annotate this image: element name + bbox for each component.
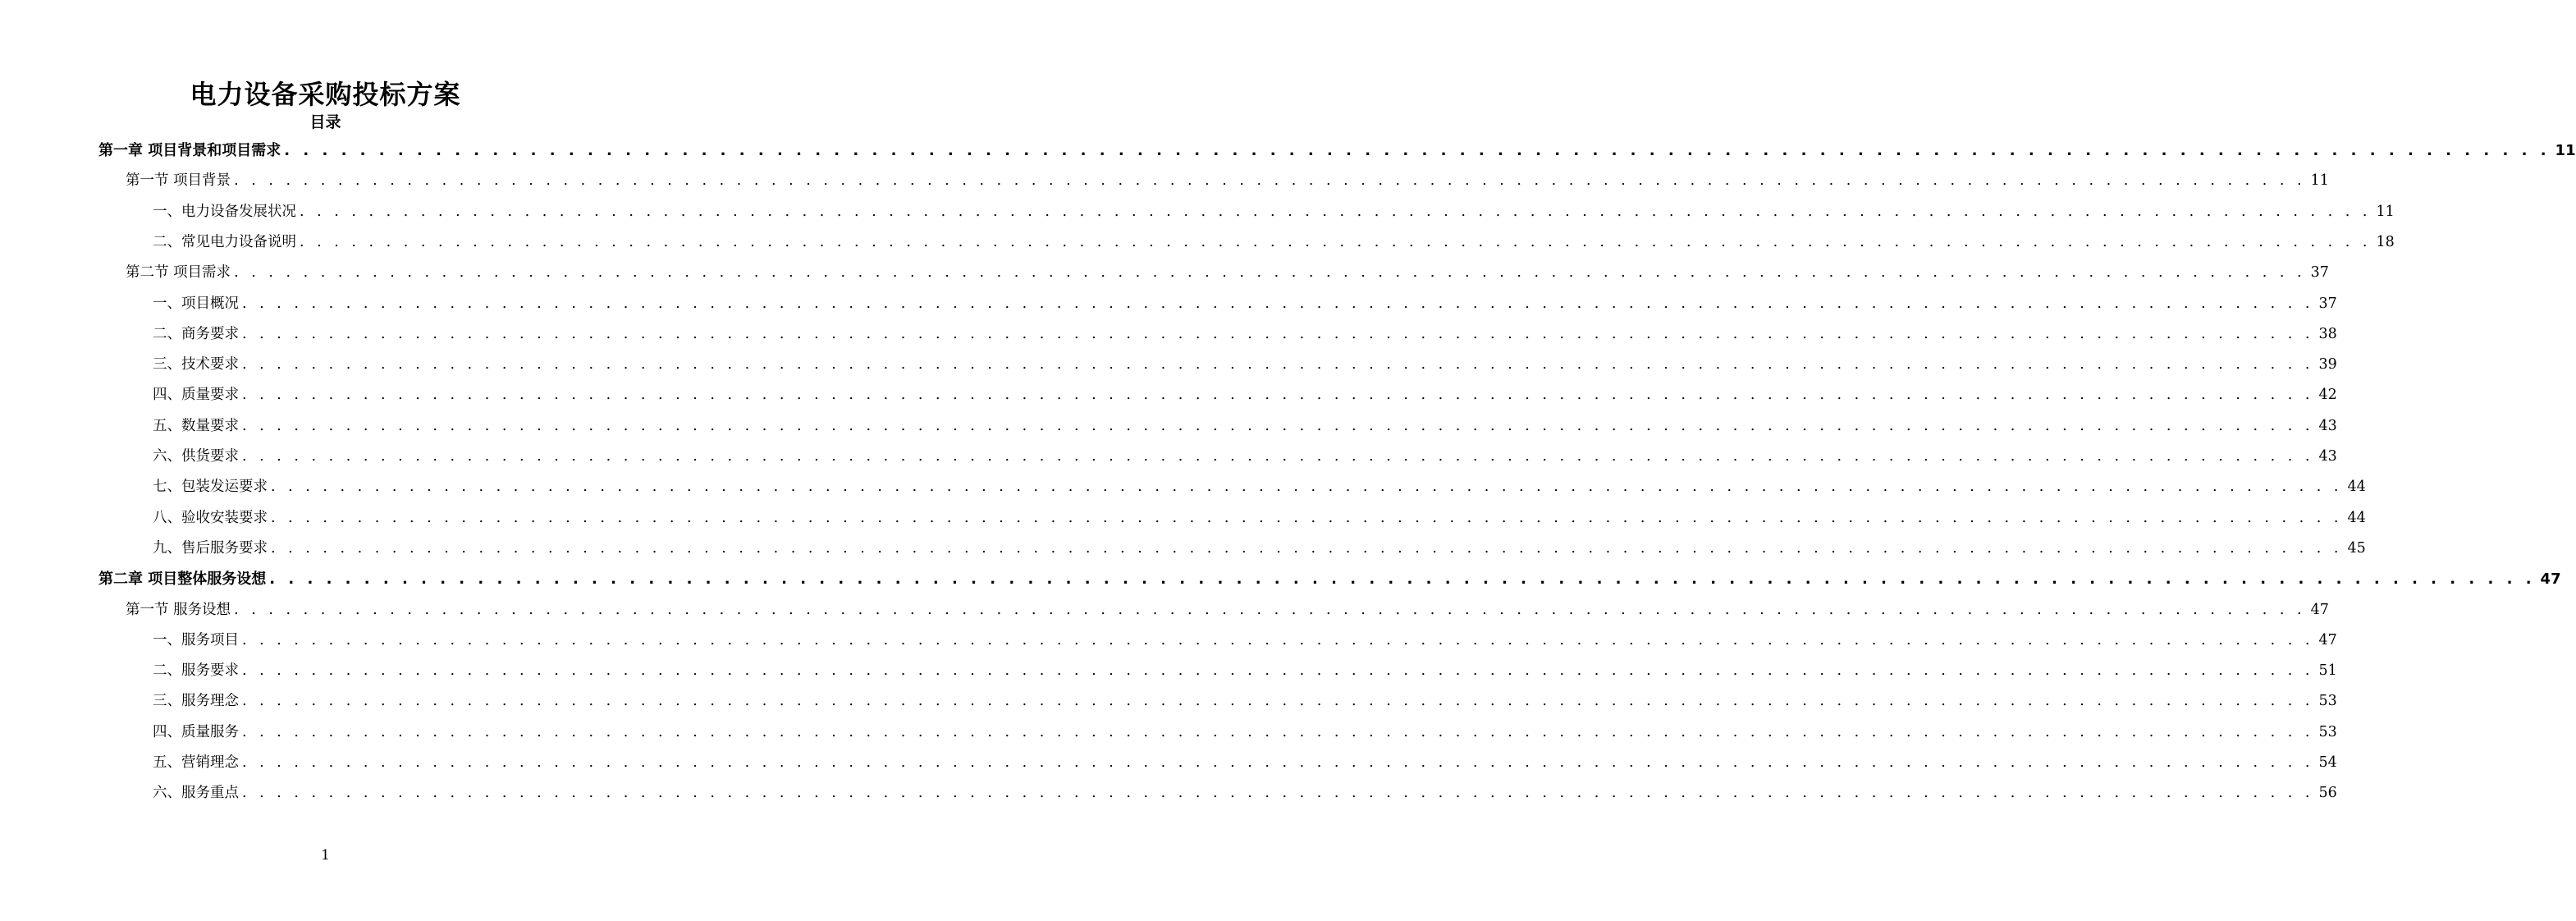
toc-dot-leader: . . . . . . . . . . . . . . . . . . . . . . . . . . . . . . . . . . . . . . . . . . . . . . . . . . . . . . . . . . . . . . . . . . . . . . . . . . . . . . . . . . . . . . . . . . . . . . . . . . . . . . . . . . . . . . . . . . . . . . . . xyxy=(234,601,2306,618)
toc-entry-page: 51 xyxy=(2318,662,2337,680)
toc-dot-leader: . . . . . . . . . . . . . . . . . . . . . . . . . . . . . . . . . . . . . . . . . . . . . . . . . . . . . . . . . . . . . . . . . . . . . . . . . . . . . . . . . . . . . . . . . . . . . . . . . . . . . . . . . . . . . . . . . . . . . . . . xyxy=(242,387,2314,404)
toc-dot-leader: . . . . . . . . . . . . . . . . . . . . . . . . . . . . . . . . . . . . . . . . . . . . . . . . . . . . . . . . . . . . . . . . . . . . . . . . . . . . . . . . . . . . . . . . . . . . . . . . . . . . . . . . . . . . . . . . . . . . . . . . xyxy=(271,539,2343,557)
toc-entry[interactable] xyxy=(153,656,2337,686)
page-number: 1 xyxy=(321,847,330,864)
toc-dot-leader: . . . . . . . . . . . . . . . . . . . . . . . . . . . . . . . . . . . . . . . . . . . . . . . . . . . . . . . . . . . . . . . . . . . . . . . . . . . . . . . . . . . . . . . . . . . . . . . . . . . . . . . . . . . . . . . . . . . . . . . . xyxy=(242,662,2314,680)
toc-entry-label: 三、技术要求 xyxy=(153,356,239,373)
toc-entry-page: 11 xyxy=(2555,142,2576,159)
toc-entry-page: 37 xyxy=(2310,264,2329,282)
document-title: 电力设备采购投标方案 xyxy=(190,79,461,110)
toc-entry[interactable] xyxy=(98,564,2561,594)
toc-entry-page: 53 xyxy=(2318,723,2337,740)
toc-entry-label: 八、验收安装要求 xyxy=(153,509,268,526)
toc-entry[interactable] xyxy=(153,289,2337,319)
toc-entry-label: 第一章 项目背景和项目需求 xyxy=(98,142,281,159)
toc-dot-leader: . . . . . . . . . . . . . . . . . . . . . . . . . . . . . . . . . . . . . . . . . . . . . . . . . . . . . . . . . . . . . . . . . . . . . . . . . . . . . . . . . . . . . . . . . . . . . . . . . . . . . . . . . . . . . . . . . . . . . . . . xyxy=(242,417,2314,434)
toc-entry-label: 一、服务项目 xyxy=(153,631,239,648)
toc-entry[interactable] xyxy=(153,503,2366,534)
toc-entry[interactable] xyxy=(153,227,2395,258)
toc-dot-leader: . . . . . . . . . . . . . . . . . . . . . . . . . . . . . . . . . . . . . . . . . . . . . . . . . . . . . . . . . . . . . . . . . . . . . . . . . . . . . . . . . . . . . . . . . . . . . . . . . . . . . . . . . . . . . . . . . . . . . . . . xyxy=(242,631,2314,648)
toc-dot-leader: . . . . . . . . . . . . . . . . . . . . . . . . . . . . . . . . . . . . . . . . . . . . . . . . . . . . . . . . . . . . . . . . . . . . . . . . . . . . . . . . . . . . . . . . . . . . . . . . . . . . . . . . . . . . . . . . . . . . . . . . xyxy=(242,356,2314,373)
toc-entry[interactable] xyxy=(153,686,2337,717)
toc-entry-page: 38 xyxy=(2318,325,2337,342)
toc-entry-page: 37 xyxy=(2318,295,2337,312)
toc-dot-leader: . . . . . . . . . . . . . . . . . . . . . . . . . . . . . . . . . . . . . . . . . . . . . . . . . . . . . . . . . . . . . . . . . . . . . . . . . . . . . . . . . . . . . . . . . . . . . . . . . . . . . . . . . . . . . . . . . . . . . . . . xyxy=(271,479,2343,496)
toc-entry-page: 45 xyxy=(2347,539,2366,557)
toc-entry-label: 六、服务重点 xyxy=(153,785,239,802)
toc-entry-label: 一、电力设备发展状况 xyxy=(153,203,296,220)
toc-dot-leader: . . . . . . . . . . . . . . . . . . . . . . . . . . . . . . . . . . . . . . . . . . . . . . . . . . . . . . . . . . . . . . . . . . . . . . . . . . . . . . . . . . . . . . . . . . . . . . . . . . . . . . . . . . . . . . . . . . . . . . . . xyxy=(234,172,2306,190)
toc-entry-label: 五、数量要求 xyxy=(153,417,239,434)
toc-entry-page: 43 xyxy=(2318,417,2337,434)
toc-entry[interactable] xyxy=(153,625,2337,656)
toc-entry-page: 54 xyxy=(2318,754,2337,771)
toc-entry-label: 第二节 项目需求 xyxy=(126,264,231,282)
toc-dot-leader: . . . . . . . . . . . . . . . . . . . . . . . . . . . . . . . . . . . . . . . . . . . . . . . . . . . . . . . . . . . . . . . . . . . . . . . . . . . . . . . . . . . . . . . . . . . . . . . . . . . . . . . . . . . . . . . . . . . . . . . . xyxy=(242,754,2314,771)
toc-entry-label: 九、售后服务要求 xyxy=(153,539,268,557)
toc-entry-label: 五、营销理念 xyxy=(153,754,239,771)
toc-dot-leader: . . . . . . . . . . . . . . . . . . . . . . . . . . . . . . . . . . . . . . . . . . . . . . . . . . . . . . . . . . . . . . . . . . . . . . . . . . . . . . . . . . . . . . . . . . . . . . . . . . . . . . . . . . . . . . . . . . . . . . . . xyxy=(300,203,2372,220)
toc-entry[interactable] xyxy=(153,319,2337,350)
toc-dot-leader: . . . . . . . . . . . . . . . . . . . . . . . . . . . . . . . . . . . . . . . . . . . . . . . . . . . . . . . . . . . . . . . . . . . . . . . . . . . . . . . . . . . . . . . . . . . . . . . . . . . . . . . . . . . . . . . . . . . . . . . . xyxy=(284,142,2551,159)
toc-dot-leader: . . . . . . . . . . . . . . . . . . . . . . . . . . . . . . . . . . . . . . . . . . . . . . . . . . . . . . . . . . . . . . . . . . . . . . . . . . . . . . . . . . . . . . . . . . . . . . . . . . . . . . . . . . . . . . . . . . . . . . . . xyxy=(242,448,2314,465)
toc-entry[interactable] xyxy=(153,442,2337,472)
toc-entry-label: 七、包装发运要求 xyxy=(153,479,268,496)
toc-dot-leader: . . . . . . . . . . . . . . . . . . . . . . . . . . . . . . . . . . . . . . . . . . . . . . . . . . . . . . . . . . . . . . . . . . . . . . . . . . . . . . . . . . . . . . . . . . . . . . . . . . . . . . . . . . . . . . . . . . . . . . . . xyxy=(242,295,2314,312)
toc-entry[interactable] xyxy=(126,258,2329,288)
toc-entry-page: 47 xyxy=(2310,601,2329,618)
toc-entry-label: 第一节 服务设想 xyxy=(126,601,231,618)
toc-entry[interactable] xyxy=(153,411,2337,442)
toc-dot-leader: . . . . . . . . . . . . . . . . . . . . . . . . . . . . . . . . . . . . . . . . . . . . . . . . . . . . . . . . . . . . . . . . . . . . . . . . . . . . . . . . . . . . . . . . . . . . . . . . . . . . . . . . . . . . . . . . . . . . . . . . xyxy=(242,325,2314,342)
toc-entry[interactable] xyxy=(153,380,2337,410)
toc-entry[interactable] xyxy=(126,595,2329,625)
toc-entry[interactable] xyxy=(98,135,2576,166)
toc-entry-label: 二、商务要求 xyxy=(153,325,239,342)
toc-entry-page: 39 xyxy=(2318,356,2337,373)
toc-dot-leader: . . . . . . . . . . . . . . . . . . . . . . . . . . . . . . . . . . . . . . . . . . . . . . . . . . . . . . . . . . . . . . . . . . . . . . . . . . . . . . . . . . . . . . . . . . . . . . . . . . . . . . . . . . . . . . . . . . . . . . . . xyxy=(234,264,2306,282)
toc-dot-leader: . . . . . . . . . . . . . . . . . . . . . . . . . . . . . . . . . . . . . . . . . . . . . . . . . . . . . . . . . . . . . . . . . . . . . . . . . . . . . . . . . . . . . . . . . . . . . . . . . . . . . . . . . . . . . . . . . . . . . . . . xyxy=(269,570,2536,589)
toc-dot-leader: . . . . . . . . . . . . . . . . . . . . . . . . . . . . . . . . . . . . . . . . . . . . . . . . . . . . . . . . . . . . . . . . . . . . . . . . . . . . . . . . . . . . . . . . . . . . . . . . . . . . . . . . . . . . . . . . . . . . . . . . xyxy=(242,785,2314,802)
toc-entry-label: 一、项目概况 xyxy=(153,295,239,312)
toc-entry-page: 56 xyxy=(2318,785,2337,802)
toc-entry[interactable] xyxy=(153,197,2395,227)
toc-entry[interactable] xyxy=(153,472,2366,502)
toc-entry-label: 二、服务要求 xyxy=(153,662,239,680)
toc-entry-page: 44 xyxy=(2347,479,2366,496)
toc-dot-leader: . . . . . . . . . . . . . . . . . . . . . . . . . . . . . . . . . . . . . . . . . . . . . . . . . . . . . . . . . . . . . . . . . . . . . . . . . . . . . . . . . . . . . . . . . . . . . . . . . . . . . . . . . . . . . . . . . . . . . . . . xyxy=(242,693,2314,710)
toc-entry-label: 六、供货要求 xyxy=(153,448,239,465)
toc-entry-label: 第一节 项目背景 xyxy=(126,172,231,190)
toc-entry-page: 43 xyxy=(2318,448,2337,465)
toc-entry-page: 11 xyxy=(2376,203,2395,220)
toc-entry-page: 44 xyxy=(2347,509,2366,526)
toc-entry-page: 47 xyxy=(2540,570,2561,589)
toc-entry-page: 42 xyxy=(2318,387,2337,404)
toc-entry-label: 四、质量服务 xyxy=(153,723,239,740)
toc-dot-leader: . . . . . . . . . . . . . . . . . . . . . . . . . . . . . . . . . . . . . . . . . . . . . . . . . . . . . . . . . . . . . . . . . . . . . . . . . . . . . . . . . . . . . . . . . . . . . . . . . . . . . . . . . . . . . . . . . . . . . . . . xyxy=(242,723,2314,740)
toc-entry-page: 18 xyxy=(2376,233,2395,250)
toc-entry-label: 二、常见电力设备说明 xyxy=(153,233,296,250)
toc-entry[interactable] xyxy=(153,748,2337,778)
toc-entry-page: 53 xyxy=(2318,693,2337,710)
toc-entry-label: 三、服务理念 xyxy=(153,693,239,710)
toc-entry[interactable] xyxy=(153,534,2366,564)
toc-entry-page: 11 xyxy=(2310,172,2329,190)
toc-dot-leader: . . . . . . . . . . . . . . . . . . . . . . . . . . . . . . . . . . . . . . . . . . . . . . . . . . . . . . . . . . . . . . . . . . . . . . . . . . . . . . . . . . . . . . . . . . . . . . . . . . . . . . . . . . . . . . . . . . . . . . . . xyxy=(271,509,2343,526)
toc-heading: 目录 xyxy=(309,113,341,131)
toc-entry[interactable] xyxy=(153,350,2337,380)
toc-entry-page: 47 xyxy=(2318,631,2337,648)
toc-entry[interactable] xyxy=(153,717,2337,748)
toc-dot-leader: . . . . . . . . . . . . . . . . . . . . . . . . . . . . . . . . . . . . . . . . . . . . . . . . . . . . . . . . . . . . . . . . . . . . . . . . . . . . . . . . . . . . . . . . . . . . . . . . . . . . . . . . . . . . . . . . . . . . . . . . xyxy=(300,233,2372,250)
toc-entry-label: 第二章 项目整体服务设想 xyxy=(98,570,267,589)
toc-entry-label: 四、质量要求 xyxy=(153,387,239,404)
toc-entry[interactable] xyxy=(153,778,2337,809)
toc-entry[interactable] xyxy=(126,166,2329,196)
